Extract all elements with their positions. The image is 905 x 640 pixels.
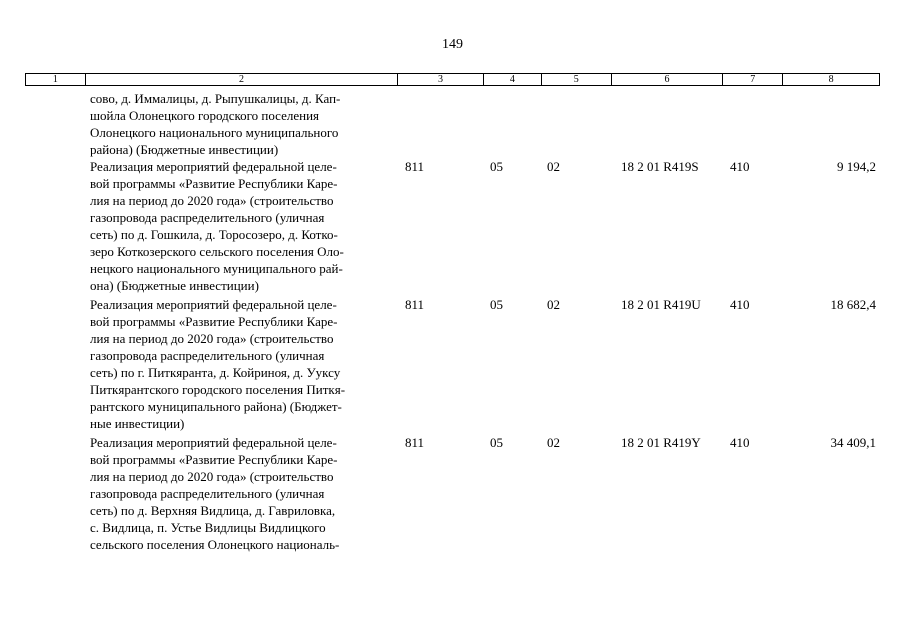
description-line: лия на период до 2020 года» (строительство (90, 331, 334, 346)
amount: 34 409,1 (830, 435, 876, 450)
description-line: вой программы «Развитие Республики Каре- (90, 176, 338, 191)
subsection-code: 02 (547, 297, 560, 312)
description-line: вой программы «Развитие Республики Каре- (90, 452, 338, 467)
row-description (90, 434, 390, 553)
admin-code: 811 (405, 297, 425, 312)
column-header-5: 5 (542, 74, 612, 85)
column-header-8: 8 (828, 74, 834, 85)
description-line: с. Видлица, п. Устье Видлицы Видлицкого (90, 520, 326, 535)
expense-type-code: 410 (730, 159, 750, 174)
row-description (90, 90, 390, 158)
amount: 9 194,2 (837, 159, 876, 174)
admin-code: 811 (405, 435, 425, 450)
amount: 18 682,4 (830, 297, 876, 312)
column-header-1: 1 (26, 74, 86, 85)
description-line: Реализация мероприятий федеральной целе- (90, 159, 337, 174)
description-line: зеро Коткозерского сельского поселения Оло- (90, 244, 344, 259)
description-line: сеть) по г. Питкяранта, д. Койриноя, д. Ууксу (90, 365, 341, 380)
target-article-code: 18 2 01 R419Y (621, 435, 701, 450)
column-header-6: 6 (612, 74, 724, 85)
description-line: Питкярантского городского поселения Питкя- (90, 382, 346, 397)
section-code: 05 (490, 435, 503, 450)
description-line: она) (Бюджетные инвестиции) (90, 278, 259, 293)
row-description (90, 296, 390, 432)
description-line: газопровода распределительного (уличная (90, 486, 325, 501)
description-line: Олонецкого национального муниципального (90, 125, 339, 140)
admin-code: 811 (405, 159, 425, 174)
row-description (90, 158, 390, 294)
description-line: сово, д. Иммалицы, д. Рыпушкалицы, д. Кап- (90, 91, 341, 106)
target-article-code: 18 2 01 R419S (621, 159, 699, 174)
column-header-2: 2 (86, 74, 398, 85)
description-line: вой программы «Развитие Республики Каре- (90, 314, 338, 329)
description-line: района) (Бюджетные инвестиции) (90, 142, 279, 157)
description-line: лия на период до 2020 года» (строительство (90, 469, 334, 484)
column-header-3: 3 (398, 74, 484, 85)
description-line: газопровода распределительного (уличная (90, 210, 325, 225)
expense-type-code: 410 (730, 435, 750, 450)
column-header-4: 4 (484, 74, 542, 85)
subsection-code: 02 (547, 435, 560, 450)
section-code: 05 (490, 159, 503, 174)
section-code: 05 (490, 297, 503, 312)
description-line: газопровода распределительного (уличная (90, 348, 325, 363)
description-line: Реализация мероприятий федеральной целе- (90, 435, 337, 450)
description-line: сеть) по д. Верхняя Видлица, д. Гавриловка, (90, 503, 336, 518)
column-header-7: 7 (723, 74, 783, 85)
description-line: шойла Олонецкого городского поселения (90, 108, 320, 123)
expense-type-code: 410 (730, 297, 750, 312)
target-article-code: 18 2 01 R419U (621, 297, 701, 312)
description-line: лия на период до 2020 года» (строительство (90, 193, 334, 208)
description-line: нецкого национального муниципального рай- (90, 261, 343, 276)
description-line: ные инвестиции) (90, 416, 185, 431)
description-line: рантского муниципального района) (Бюджет- (90, 399, 342, 414)
subsection-code: 02 (547, 159, 560, 174)
description-line: сеть) по д. Гошкила, д. Торосозеро, д. Котко- (90, 227, 338, 242)
description-line: сельского поселения Олонецкого националь- (90, 537, 340, 552)
table-header (25, 73, 880, 86)
description-line: Реализация мероприятий федеральной целе- (90, 297, 337, 312)
page-number: 149 (442, 37, 463, 52)
